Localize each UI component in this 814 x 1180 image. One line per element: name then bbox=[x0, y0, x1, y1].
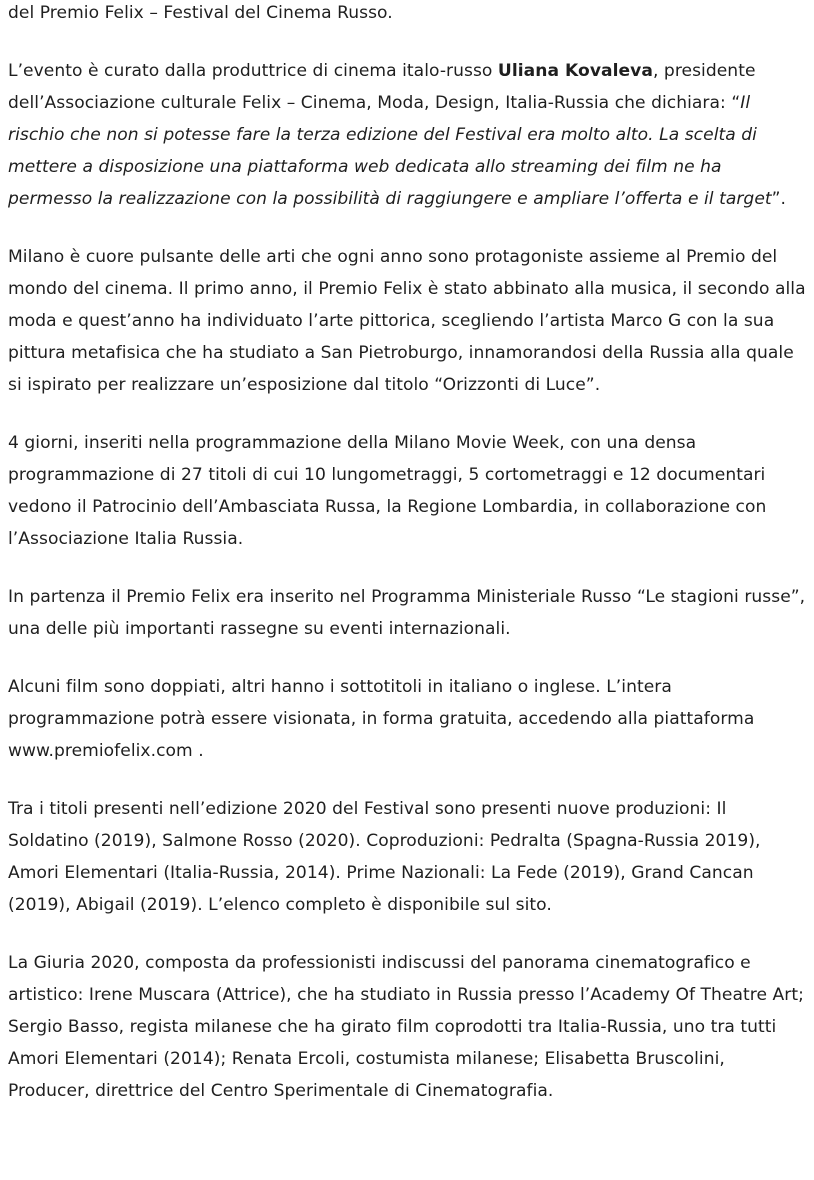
quote-close: ”. bbox=[771, 189, 787, 209]
article-body bbox=[8, 0, 808, 1133]
paragraph-titles: Tra i titoli presenti nell’edizione 2020 del Festival sono presenti nuove produzioni: Il Soldatino (2019), Salmone Rosso (2020). Coproduzioni: Pedralta (Spagna-Russia 2019), Amori Elementari (Italia-Russia, 2014). Prime Nazionali: La Fede (2019), Grand Cancan (2019), Abigail (2019). L’elenco completo è disponibile sul sito. bbox=[8, 799, 761, 915]
curator-intro-text: L’evento è curato dalla produttrice di cinema italo-russo bbox=[8, 61, 498, 81]
paragraph-festival-name: del Premio Felix – Festival del Cinema Russo. bbox=[8, 3, 393, 23]
paragraph-program: 4 giorni, inseriti nella programmazione della Milano Movie Week, con una densa programmazione di 27 titoli di cui 10 lungometraggi, 5 cortometraggi e 12 documentari vedono il Patrocinio dell’Ambasciata Russa, la Regione Lombardia, in collaborazione con l’Associazione Italia Russia. bbox=[8, 433, 767, 549]
paragraph-ministerial: In partenza il Premio Felix era inserito nel Programma Ministeriale Russo “Le stagioni russe”, una delle più importanti rassegne su eventi internazionali. bbox=[8, 587, 806, 639]
paragraph-curator bbox=[8, 55, 808, 215]
paragraph-jury: La Giuria 2020, composta da professionisti indiscussi del panorama cinematografico e artistico: Irene Muscara (Attrice), che ha studiato in Russia presso l’Academy Of Theatre Art; Sergio Basso, regista milanese che ha girato film coprodotti tra Italia-Russia, uno tra tutti Amori Elementari (2014); Renata Ercoli, costumista milanese; Elisabetta Bruscolini, Producer, direttrice del Centro Sperimentale di Cinematografia. bbox=[8, 953, 804, 1101]
curator-name: Uliana Kovaleva bbox=[497, 61, 653, 81]
curator-role-text: , presidente dell’Associazione culturale Felix – Cinema, Moda, Design, Italia-Russia che dichiara: “ bbox=[8, 61, 756, 113]
curator-quote: Il rischio che non si potesse fare la terza edizione del Festival era molto alto. La scelta di mettere a disposizione una piattaforma web dedicata allo streaming dei film ne ha permesso la realizzazione con la possibilità di raggiungere e ampliare l’offerta e il target bbox=[8, 93, 772, 209]
paragraph-streaming: Alcuni film sono doppiati, altri hanno i sottotitoli in italiano o inglese. L’intera programmazione potrà essere visionata, in forma gratuita, accedendo alla piattaforma www.premiofelix.com . bbox=[8, 677, 755, 761]
paragraph-milano: Milano è cuore pulsante delle arti che ogni anno sono protagoniste assieme al Premio del mondo del cinema. Il primo anno, il Premio Felix è stato abbinato alla musica, il secondo alla moda e quest’anno ha individuato l’arte pittorica, scegliendo l’artista Marco G con la sua pittura metafisica che ha studiato a San Pietroburgo, innamorandosi della Russia alla quale si ispirato per realizzare un’esposizione dal titolo “Orizzonti di Luce”. bbox=[8, 247, 806, 395]
